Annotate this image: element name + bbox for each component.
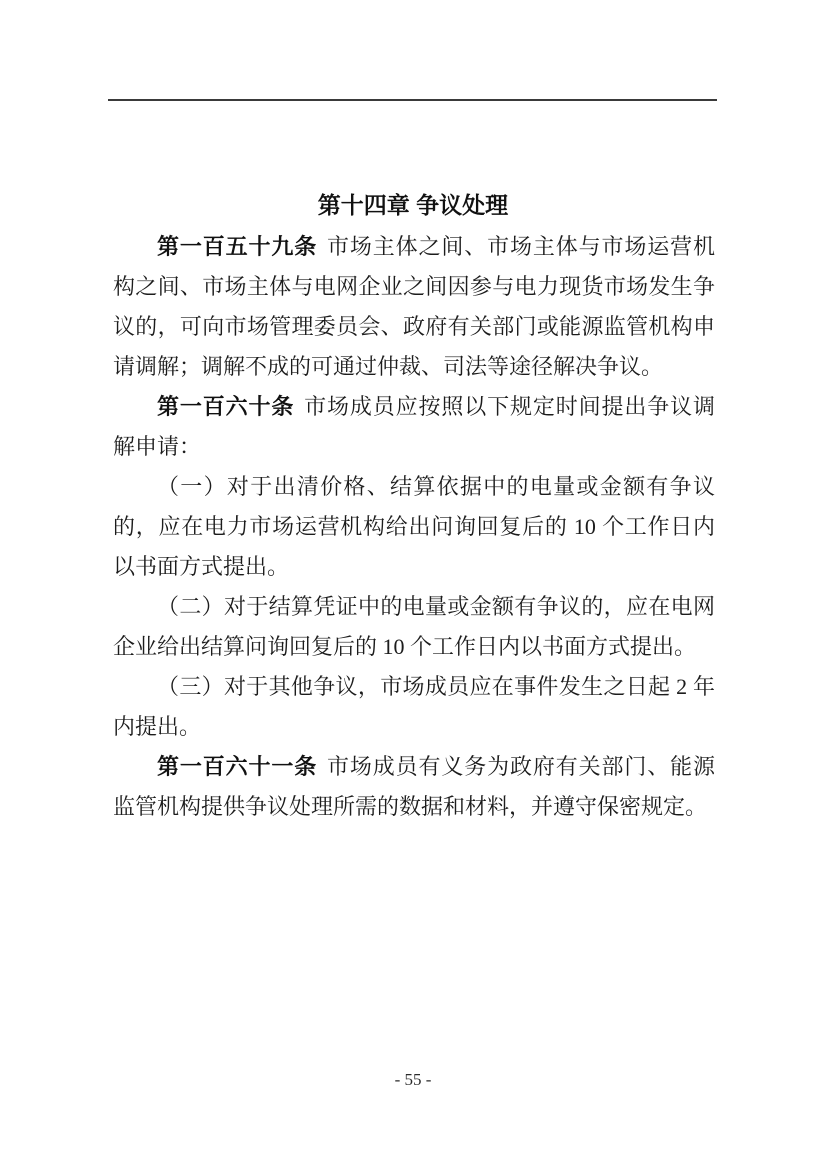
article-number: 第一百六十条 (157, 394, 295, 419)
document-body (113, 227, 715, 827)
list-item-paragraph (113, 587, 715, 667)
article-text: 市场成员有义务为政府有关部门、能源监管机构提供争议处理所需的数据和材料，并遵守保密规定。 (113, 754, 715, 819)
article-text: （二）对于结算凭证中的电量或金额有争议的，应在电网企业给出结算问询回复后的 10 个工作日内以书面方式提出。 (113, 594, 715, 659)
article-text: （三）对于其他争议，市场成员应在事件发生之日起 2 年内提出。 (113, 674, 715, 739)
header-rule (108, 99, 717, 101)
page-number: - 55 - (394, 1070, 432, 1089)
article-text: （一）对于出清价格、结算依据中的电量或金额有争议的，应在电力市场运营机构给出问询回复后的 10 个工作日内以书面方式提出。 (113, 474, 715, 579)
article-paragraph (113, 747, 715, 827)
chapter-title: 第十四章 争议处理 (317, 192, 509, 218)
list-item-paragraph (113, 667, 715, 747)
article-number: 第一百六十一条 (157, 754, 318, 779)
article-paragraph (113, 387, 715, 467)
article-text: 市场成员应按照以下规定时间提出争议调解申请： (113, 394, 715, 459)
list-item-paragraph (113, 467, 715, 587)
article-number: 第一百五十九条 (157, 234, 318, 259)
article-paragraph (113, 227, 715, 387)
article-text: 市场主体之间、市场主体与市场运营机构之间、市场主体与电网企业之间因参与电力现货市场发生争议的，可向市场管理委员会、政府有关部门或能源监管机构申请调解；调解不成的可通过仲裁、司法等途径解决争议。 (113, 234, 715, 379)
